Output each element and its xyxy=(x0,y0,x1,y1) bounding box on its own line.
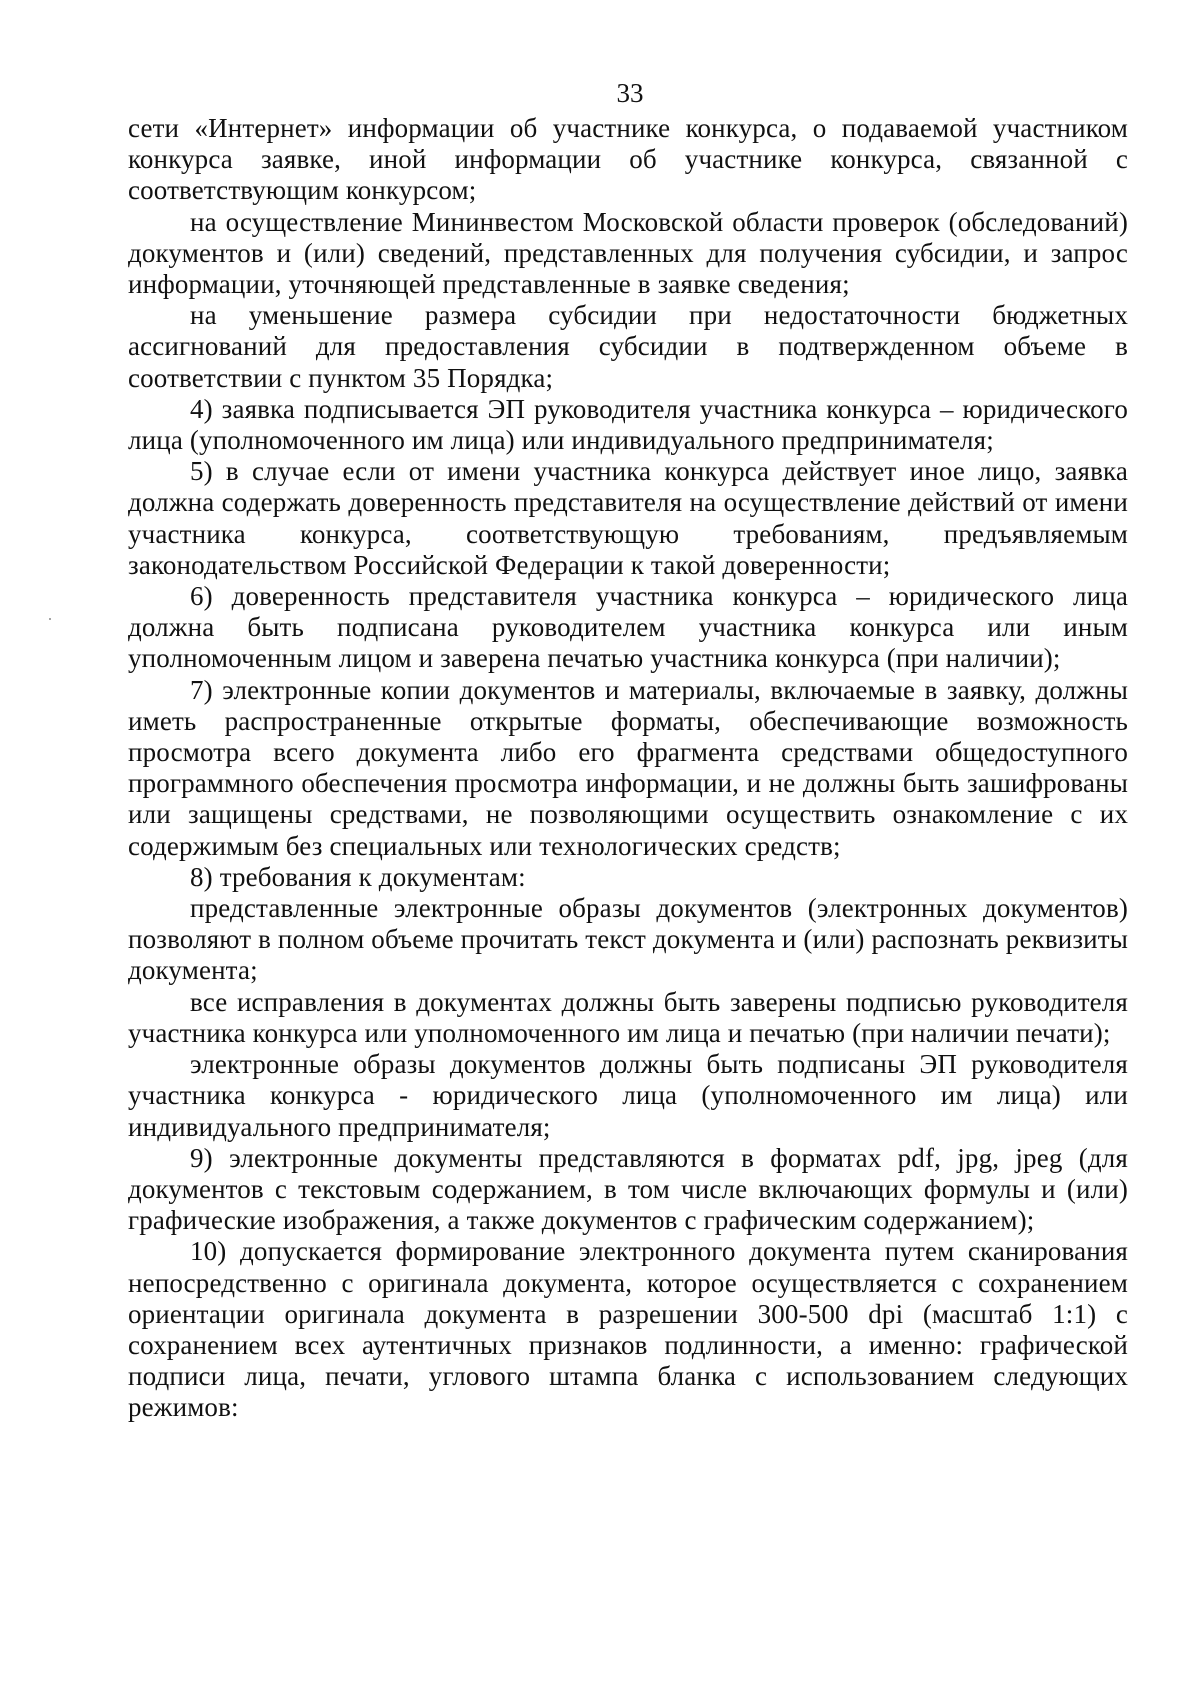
scan-artifact xyxy=(49,618,51,620)
paragraph-7: 7) электронные копии документов и материалы, включаемые в заявку, должны иметь распространенные открытые форматы, обеспечивающие возможность просмотра всего документа либо его фрагмента средствами общедоступного программного обеспечения просмотра информации, и не должны быть зашифрованы или защищены средствами, не позволяющими осуществить ознакомление с их содержимым без специальных или технологических средств; xyxy=(128,674,1128,861)
page-number: 33 xyxy=(616,78,644,108)
paragraph-10: все исправления в документах должны быть заверены подписью руководителя участника конкурса или уполномоченного им лица и печатью (при наличии печати); xyxy=(128,986,1128,1048)
paragraph-1: сети «Интернет» информации об участнике конкурса, о подаваемой участником конкурса заявке, иной информации об участнике конкурса, связанной с соответствующим конкурсом; xyxy=(128,113,1128,206)
paragraph-5: 5) в случае если от имени участника конкурса действует иное лицо, заявка должна содержать доверенность представителя на осуществление действий от имени участника конкурса, соответствующую требованиям, предъявляемым законодательством Российской Федерации к такой доверенности; xyxy=(128,456,1128,580)
paragraph-8: 8) требования к документам: xyxy=(190,861,526,892)
document-text xyxy=(128,113,1128,1424)
paragraph-13: 10) допускается формирование электронного документа путем сканирования непосредственно с оригинала документа, которое осуществляется с сохранением ориентации оригинала документа в разрешении 300-500 dpi (масштаб 1:1) с сохранением всех аутентичных признаков подлинности, а именно: графической подписи лица, печати, углового штампа бланка с использованием следующих режимов: xyxy=(128,1236,1128,1423)
paragraph-3: на уменьшение размера субсидии при недостаточности бюджетных ассигнований для предоставления субсидии в подтвержденном объеме в соответствии с пунктом 35 Порядка; xyxy=(128,300,1128,393)
paragraph-6: 6) доверенность представителя участника конкурса – юридического лица должна быть подписана руководителем участника конкурса или иным уполномоченным лицом и заверена печатью участника конкурса (при наличии); xyxy=(128,581,1128,674)
paragraph-12: 9) электронные документы представляются в форматах pdf, jpg, jpeg (для документов с текстовым содержанием, в том числе включающих формулы и (или) графические изображения, а также документов с графическим содержанием); xyxy=(128,1142,1128,1236)
paragraph-4: 4) заявка подписывается ЭП руководителя участника конкурса – юридического лица (уполномоченного им лица) или индивидуального предпринимателя; xyxy=(128,393,1128,456)
paragraph-9: представленные электронные образы документов (электронных документов) позволяют в полном объеме прочитать текст документа и (или) распознать реквизиты документа; xyxy=(128,893,1128,986)
paragraph-2: на осуществление Мининвестом Московской области проверок (обследований) документов и (или) сведений, представленных для получения субсидии, и запрос информации, уточняющей представленные в заявке сведения; xyxy=(128,206,1128,300)
paragraph-11: электронные образы документов должны быть подписаны ЭП руководителя участника конкурса - юридического лица (уполномоченного им лица) или индивидуального предпринимателя; xyxy=(128,1049,1128,1142)
